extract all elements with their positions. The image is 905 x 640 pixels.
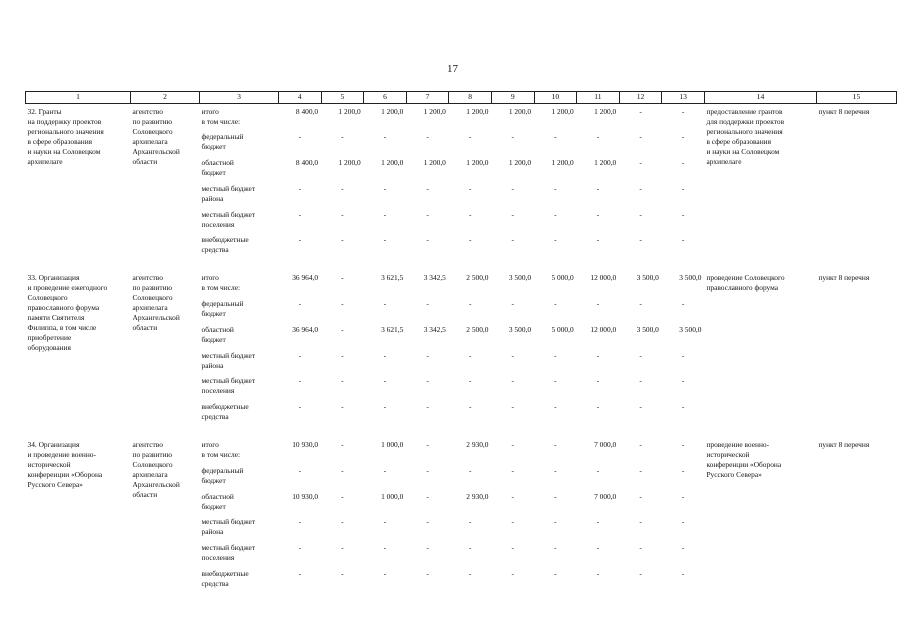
amount-cell: - <box>681 158 685 168</box>
amount-cell: 3 500,0 <box>679 324 702 334</box>
amount-cell: 3 342,5 <box>423 273 446 283</box>
amount-cell: - <box>341 465 344 475</box>
amount-cell: - <box>596 183 600 193</box>
amount-cell: - <box>341 350 344 360</box>
amount-cell: 1 200,0 <box>594 158 617 168</box>
amount-cell: - <box>341 299 344 309</box>
amount-cell: - <box>298 402 302 412</box>
amount-cell: - <box>383 183 387 193</box>
column-number: 5 <box>321 92 364 104</box>
amount-cell: - <box>554 543 557 553</box>
amount-cell: 10 930,0 <box>292 491 319 501</box>
amount-cell: - <box>341 517 344 527</box>
funding-source: внебюджетные средства <box>201 402 249 422</box>
amount-cell: 1 200,0 <box>338 107 361 116</box>
amount-cell: - <box>596 517 600 527</box>
amount-cell: 2 500,0 <box>466 273 489 283</box>
amount-cell: - <box>639 299 642 309</box>
amount-cell: - <box>383 376 387 386</box>
column-number: 12 <box>619 92 662 104</box>
funding-source: итого в том числе: <box>201 273 241 293</box>
amount-cell: 36 964,0 <box>292 324 319 334</box>
amount-cell: - <box>554 517 557 527</box>
amount-cell: - <box>426 402 429 412</box>
amount-cell: - <box>596 402 600 412</box>
funding-source: местный бюджет района <box>201 350 256 370</box>
funding-source: местный бюджет поселения <box>201 209 256 229</box>
amount-cell: - <box>596 132 600 142</box>
amount-cell: - <box>341 376 344 386</box>
amount-cell: 5 000,0 <box>551 273 574 283</box>
amount-cell: - <box>426 209 429 219</box>
amount-cell: - <box>511 440 514 450</box>
amount-cell: - <box>511 299 514 309</box>
funding-source: итого в том числе: <box>201 107 241 126</box>
amount-cell: 1 000,0 <box>381 440 404 450</box>
funding-source: местный бюджет района <box>201 183 256 203</box>
funding-source: итого в том числе: <box>201 440 241 460</box>
amount-cell: - <box>554 132 557 142</box>
amount-cell: - <box>596 543 600 553</box>
amount-cell: - <box>681 183 685 193</box>
activity-name: 34. Организация и проведение военно- исторической конференции «Оборона Русского Севера» <box>27 440 103 489</box>
amount-cell: - <box>681 543 685 553</box>
amount-cell: - <box>468 299 472 309</box>
amount-cell: - <box>511 209 514 219</box>
amount-cell: - <box>383 543 387 553</box>
amount-cell: 3 621,5 <box>381 324 404 334</box>
amount-cell: - <box>298 376 302 386</box>
amount-cell: 1 200,0 <box>466 107 489 116</box>
amount-cell: - <box>639 440 642 450</box>
expected-result: предоставление грантов для поддержки проектов регионального значения в сфере образования и науки на Соловецком архипелаге <box>706 107 785 166</box>
amount-cell: - <box>681 402 685 412</box>
amount-cell: - <box>511 183 514 193</box>
amount-cell: 7 000,0 <box>594 440 617 450</box>
activity-name: 33. Организация и проведение ежегодного Соловецкого православного форума памяти Святителя Филиппа, в том числе приобретение оборудования <box>27 273 108 353</box>
amount-cell: - <box>596 235 600 245</box>
amount-cell: - <box>639 543 642 553</box>
amount-cell: - <box>341 132 344 142</box>
column-number: 13 <box>662 92 705 104</box>
amount-cell: - <box>341 491 344 501</box>
amount-cell: - <box>681 517 685 527</box>
amount-cell: - <box>554 376 557 386</box>
amount-cell: - <box>639 402 642 412</box>
amount-cell: - <box>383 517 387 527</box>
amount-cell: - <box>511 235 514 245</box>
amount-cell: - <box>681 299 685 309</box>
amount-cell: - <box>383 299 387 309</box>
amount-cell: - <box>298 517 302 527</box>
amount-cell: - <box>468 465 472 475</box>
amount-cell: 8 400,0 <box>295 158 319 168</box>
amount-cell: - <box>426 132 429 142</box>
amount-cell: - <box>341 209 344 219</box>
spacer-cell <box>26 258 897 270</box>
amount-cell: - <box>681 209 685 219</box>
amount-cell: 36 964,0 <box>292 273 319 283</box>
amount-cell: - <box>639 235 642 245</box>
amount-cell: - <box>511 465 514 475</box>
amount-cell: - <box>426 183 429 193</box>
program-table <box>25 91 897 592</box>
amount-cell: - <box>639 183 642 193</box>
amount-cell: - <box>298 569 302 579</box>
column-number-row <box>26 92 897 104</box>
amount-cell: - <box>468 350 472 360</box>
amount-cell: - <box>639 107 642 116</box>
amount-cell: 1 200,0 <box>423 158 446 168</box>
amount-cell: - <box>511 569 514 579</box>
spacer-cell <box>26 425 897 437</box>
funding-source: внебюджетные средства <box>201 235 249 255</box>
amount-cell: 12 000,0 <box>590 324 617 334</box>
amount-cell: - <box>511 350 514 360</box>
amount-cell: 10 930,0 <box>292 440 319 450</box>
amount-cell: 3 500,0 <box>679 273 702 283</box>
amount-cell: 12 000,0 <box>590 273 617 283</box>
amount-cell: - <box>596 209 600 219</box>
column-number: 2 <box>131 92 200 104</box>
amount-cell: 2 930,0 <box>466 440 489 450</box>
funding-source: федеральный бюджет <box>201 132 244 152</box>
amount-cell: - <box>383 209 387 219</box>
amount-cell: - <box>511 376 514 386</box>
amount-cell: - <box>681 440 685 450</box>
column-number: 7 <box>406 92 449 104</box>
row-spacer <box>26 425 897 437</box>
table-row <box>26 104 897 130</box>
amount-cell: - <box>468 543 472 553</box>
amount-cell: 2 930,0 <box>466 491 489 501</box>
amount-cell: - <box>554 183 557 193</box>
amount-cell: 8 400,0 <box>295 107 319 116</box>
amount-cell: - <box>298 183 302 193</box>
activity-name: 32. Гранты на поддержку проектов регионального значения в сфере образования и науки на Соловецком архипелаге <box>27 107 104 166</box>
amount-cell: - <box>468 569 472 579</box>
amount-cell: - <box>681 491 685 501</box>
expected-result: проведение военно- исторической конференции «Оборона Русского Севера» <box>706 440 782 480</box>
amount-cell: - <box>426 517 429 527</box>
amount-cell: - <box>383 350 387 360</box>
amount-cell: - <box>554 440 557 450</box>
executor: агентство по развитию Соловецкого архипелага Архангельской области <box>132 440 180 499</box>
amount-cell: - <box>426 350 429 360</box>
column-number: 4 <box>279 92 322 104</box>
amount-cell: - <box>468 209 472 219</box>
amount-cell: - <box>468 183 472 193</box>
amount-cell: - <box>554 465 557 475</box>
amount-cell: - <box>554 491 557 501</box>
amount-cell: - <box>298 299 302 309</box>
amount-cell: - <box>426 491 429 501</box>
amount-cell: - <box>383 235 387 245</box>
amount-cell: - <box>341 183 344 193</box>
amount-cell: - <box>639 569 642 579</box>
funding-source: областной бюджет <box>201 324 234 344</box>
amount-cell: 1 200,0 <box>551 158 574 168</box>
funding-source: областной бюджет <box>201 491 234 511</box>
column-number: 3 <box>200 92 279 104</box>
amount-cell: 1 200,0 <box>551 107 574 116</box>
amount-cell: - <box>468 235 472 245</box>
amount-cell: - <box>639 491 642 501</box>
amount-cell: - <box>681 235 685 245</box>
amount-cell: - <box>681 465 685 475</box>
amount-cell: - <box>383 569 387 579</box>
funding-source: местный бюджет поселения <box>201 376 256 396</box>
amount-cell: - <box>426 543 429 553</box>
column-number: 10 <box>534 92 577 104</box>
amount-cell: - <box>596 465 600 475</box>
amount-cell: - <box>554 235 557 245</box>
amount-cell: - <box>468 517 472 527</box>
amount-cell: - <box>511 132 514 142</box>
column-number: 8 <box>449 92 492 104</box>
column-number: 15 <box>816 92 896 104</box>
amount-cell: - <box>596 569 600 579</box>
amount-cell: - <box>639 465 642 475</box>
amount-cell: - <box>639 376 642 386</box>
amount-cell: - <box>298 350 302 360</box>
table-row <box>26 437 897 463</box>
amount-cell: 3 621,5 <box>381 273 404 283</box>
amount-cell: - <box>639 158 642 168</box>
legal-basis: пункт 8 перечня <box>818 273 870 283</box>
column-number: 14 <box>704 92 816 104</box>
amount-cell: - <box>383 402 387 412</box>
legal-basis: пункт 8 перечня <box>818 440 870 450</box>
amount-cell: - <box>341 235 344 245</box>
amount-cell: - <box>341 440 344 450</box>
legal-basis: пункт 8 перечня <box>818 107 870 116</box>
amount-cell: 1 200,0 <box>466 158 489 168</box>
amount-cell: - <box>554 569 557 579</box>
funding-source: федеральный бюджет <box>201 465 244 485</box>
row-spacer <box>26 258 897 270</box>
amount-cell: - <box>341 402 344 412</box>
amount-cell: - <box>639 132 642 142</box>
amount-cell: - <box>298 235 302 245</box>
amount-cell: 1 200,0 <box>338 158 361 168</box>
expected-result: проведение Соловецкого православного форума <box>706 273 785 293</box>
amount-cell: - <box>468 376 472 386</box>
executor: агентство по развитию Соловецкого архипелага Архангельской области <box>132 107 180 166</box>
funding-source: местный бюджет поселения <box>201 543 256 563</box>
amount-cell: - <box>383 132 387 142</box>
amount-cell: 2 500,0 <box>466 324 489 334</box>
column-number: 6 <box>364 92 407 104</box>
amount-cell: - <box>596 376 600 386</box>
amount-cell: - <box>341 543 344 553</box>
amount-cell: 3 500,0 <box>508 273 532 283</box>
page-number: 17 <box>447 63 458 75</box>
amount-cell: - <box>511 491 514 501</box>
amount-cell: - <box>681 376 685 386</box>
column-number: 1 <box>26 92 131 104</box>
funding-source: федеральный бюджет <box>201 299 244 319</box>
amount-cell: - <box>298 132 302 142</box>
amount-cell: - <box>341 569 344 579</box>
amount-cell: 1 200,0 <box>381 158 404 168</box>
amount-cell: - <box>554 209 557 219</box>
amount-cell: 5 000,0 <box>551 324 574 334</box>
table-row <box>26 270 897 296</box>
column-number: 11 <box>577 92 620 104</box>
amount-cell: - <box>298 209 302 219</box>
amount-cell: 1 000,0 <box>381 491 404 501</box>
amount-cell: 3 500,0 <box>636 273 659 283</box>
amount-cell: - <box>511 402 514 412</box>
amount-cell: - <box>426 465 429 475</box>
amount-cell: - <box>511 543 514 553</box>
amount-cell: - <box>426 235 429 245</box>
executor: агентство по развитию Соловецкого архипелага Архангельской области <box>132 273 180 333</box>
amount-cell: - <box>298 465 302 475</box>
amount-cell: - <box>681 107 685 116</box>
amount-cell: - <box>554 402 557 412</box>
amount-cell: - <box>596 350 600 360</box>
amount-cell: - <box>341 324 344 334</box>
amount-cell: 1 200,0 <box>594 107 617 116</box>
amount-cell: - <box>639 517 642 527</box>
funding-source: внебюджетные средства <box>201 569 249 589</box>
funding-source: областной бюджет <box>201 158 234 178</box>
amount-cell: 1 200,0 <box>508 107 532 116</box>
amount-cell: - <box>596 299 600 309</box>
funding-source: местный бюджет района <box>201 517 256 537</box>
amount-cell: 3 500,0 <box>508 324 532 334</box>
amount-cell: - <box>681 132 685 142</box>
amount-cell: - <box>383 465 387 475</box>
amount-cell: - <box>681 569 685 579</box>
amount-cell: - <box>468 402 472 412</box>
amount-cell: 3 500,0 <box>636 324 659 334</box>
amount-cell: - <box>681 350 685 360</box>
amount-cell: - <box>426 440 429 450</box>
amount-cell: - <box>341 273 344 283</box>
amount-cell: - <box>468 132 472 142</box>
amount-cell: 3 342,5 <box>423 324 446 334</box>
amount-cell: - <box>554 350 557 360</box>
amount-cell: - <box>426 299 429 309</box>
amount-cell: - <box>639 209 642 219</box>
amount-cell: 1 200,0 <box>508 158 532 168</box>
amount-cell: - <box>639 350 642 360</box>
amount-cell: - <box>511 517 514 527</box>
amount-cell: - <box>426 376 429 386</box>
amount-cell: - <box>298 543 302 553</box>
amount-cell: 1 200,0 <box>423 107 446 116</box>
amount-cell: 7 000,0 <box>594 491 617 501</box>
amount-cell: - <box>426 569 429 579</box>
amount-cell: 1 200,0 <box>381 107 404 116</box>
column-number: 9 <box>491 92 534 104</box>
amount-cell: - <box>554 299 557 309</box>
